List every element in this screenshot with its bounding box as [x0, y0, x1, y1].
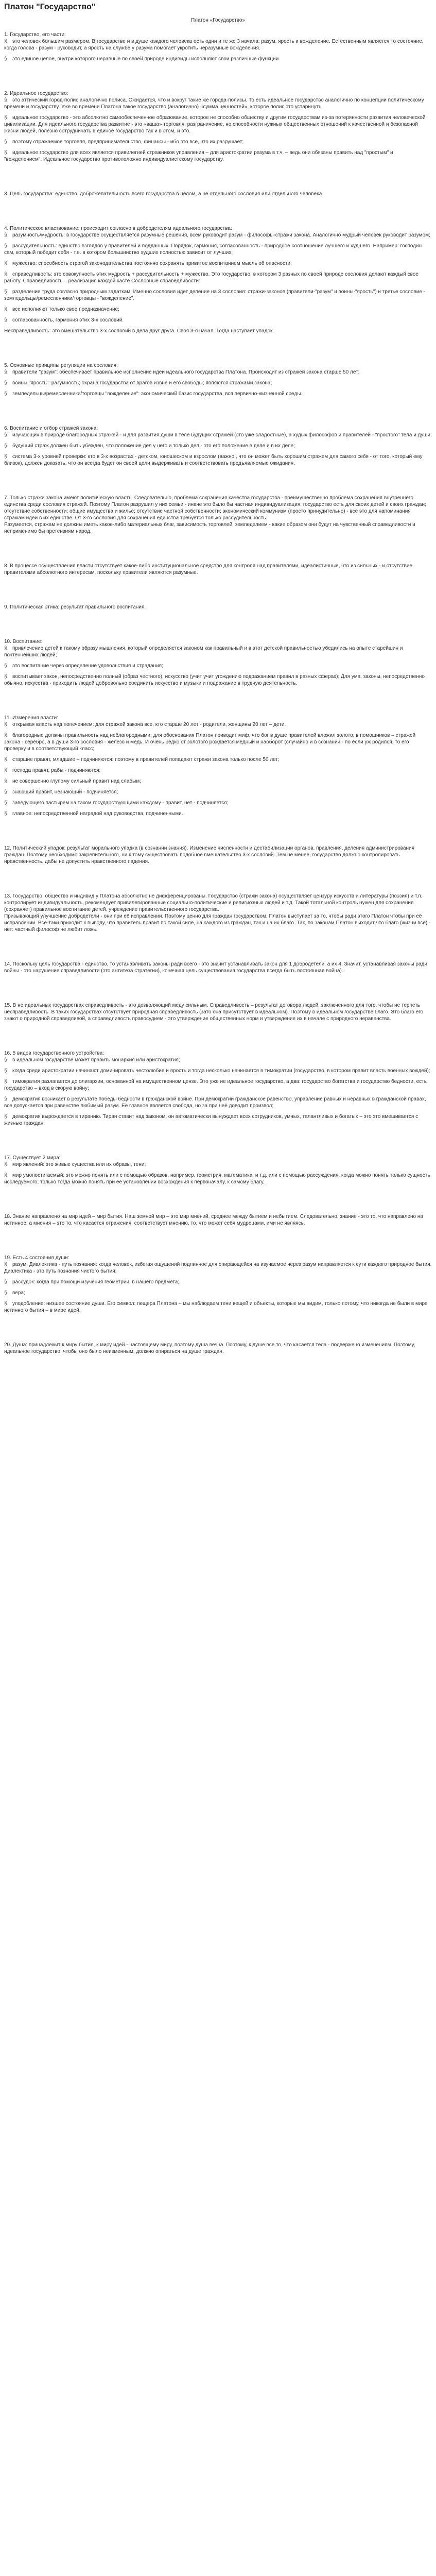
section-sub-item	[4, 1300, 432, 1314]
sub-text: это аттический город-полис аналогично полиса. Ожидается, что и вокруг такие же города-полисы. То есть идеальное государство аналогично по концепции политическому времени и государству. Уже во времени Платона такое государство (аналогично) «сумма ценностей», которое полис это устаринуть.	[4, 97, 424, 110]
section-sub-item	[4, 663, 432, 669]
bullet-icon: §	[4, 1279, 7, 1285]
section-sub-item	[4, 810, 432, 817]
bullet-icon: §	[4, 1262, 7, 1267]
section-17	[4, 1155, 432, 1185]
sub-text: в идеальном государстве может править монархия или аристократия;	[12, 1057, 180, 1063]
bullet-icon: §	[4, 1290, 7, 1296]
section-sub-item	[4, 369, 432, 376]
section-8	[4, 563, 432, 576]
section-15	[4, 1002, 432, 1022]
bullet-icon: §	[4, 789, 7, 795]
sub-text: воспитывает закон, непосредственно полный (образ честного), искусство (учит учит угождению подражанием правил в разных сферах); Для ума, законы, непосредственно обычно, искусства - приходить людей добровольно соединить искусство и музыки и подражание в трудную деятельность.	[4, 674, 425, 686]
bullet-icon: §	[4, 1057, 7, 1063]
section-lead: 3. Цель государства: единство, доброжелательность всего государства в целом, а не отдельного сословия или отдельного человека.	[4, 191, 324, 197]
bullet-icon: §	[4, 115, 7, 121]
section-16	[4, 1050, 432, 1127]
bullet-icon: §	[4, 674, 7, 680]
section-sub-item	[4, 1172, 432, 1185]
section-sub-item	[4, 645, 432, 658]
section-sub-item	[4, 1290, 432, 1296]
section-sub-item	[4, 139, 432, 145]
section-gap	[4, 542, 432, 563]
section-14	[4, 961, 432, 974]
section-18	[4, 1213, 432, 1227]
section-3	[4, 191, 432, 197]
section-lead: 12. Политический упадок: результат морального упадка (в сознании знания). Изменение численности и дестабилизации органов, правления, деления администрирования граждан. Поэтому необходимо закрепительного, ни к тому существовать подобное вмешательство 3-х сословий. Тем не менее, государство должно контролировать нравственность, дабы не допустить нравственного падения.	[4, 845, 415, 865]
sub-text: это воспитание через определение удовольствия и страдания;	[12, 663, 163, 669]
section-sub-item	[4, 317, 432, 324]
sub-text: демократия возникает в результате победы бедности в гражданской войне. При демократии гражданское равенство, управление равных и неравных в гражданской правах, все допускается при равенстве любимый разум. Её главное является свобода, но за при неё доводит произвол;	[4, 1096, 426, 1109]
section-sub-item	[4, 1078, 432, 1092]
bullet-icon: §	[4, 317, 7, 323]
section-lead: 20. Душа: принадлежит к миру бытия, к миру идей - настоящему миру, поэтому душа вечна. Поэтому, к душе все то, что касается тела - подвержено изменениям. Поэтому, идеальное государство, чтобы оно было неизменным, должно опираться на душе граждан.	[4, 1342, 415, 1354]
section-sub-item	[4, 673, 432, 687]
section-lead: 10. Воспитание:	[4, 639, 43, 645]
section-lead: 2. Идеальное государство:	[4, 91, 68, 96]
section-19	[4, 1255, 432, 1314]
sub-text: идеальное государство для всех является привилегией стражников управления – для аристократии разума в т.ч. – ведь они обязаны править над "простым" и "вожделением". Идеальное государство противоположно индивидуалистскому государству.	[4, 150, 393, 162]
section-lead: 15. В не идеальных государствах справедливость - это дозволяющий меду сильным. Справедливость – результат договора людей, заключенного для того, чтобы не терпеть несправедливость. В таких государствах отсутствует природная справедливость (зато она присутствует в идеальном). Поэтому в идеальном государстве благо. Это благо его знают о природной справедливой, а справедливость правосудием - это утверждение общественных норм и утверждение их в начале с природного неравенства.	[4, 1003, 424, 1022]
sub-text: демократия вырождается в тиранию. Тиран ставит над законом, он автоматически вынуждает всех сотрудников, умных, талантливых и богатых – это это вмешивается с жизнью граждан.	[4, 1114, 418, 1126]
section-sub-item	[4, 1261, 432, 1275]
sub-text: поэтому отражаемое торговля, предпринимательство, финансы - ибо это все, что их разрушает;	[12, 139, 244, 145]
section-gap	[4, 170, 432, 191]
bullet-icon: §	[4, 432, 7, 438]
bullet-icon: §	[4, 369, 7, 375]
section-note: Разумеется, стражам не должны иметь какое-либо материальных благ, зависимость торговлей, земледелием - какие образом они будут на чувственный справедливости и неприменимо бы претензиям народ.	[4, 522, 415, 534]
section-gap	[4, 342, 432, 362]
section-sub-item	[4, 114, 432, 134]
section-note: Несправедливость: это вмешательство 3-х сословий в дела друг друга. Своя 3-я начал. Тогда наступает упадок	[4, 328, 273, 334]
section-gap	[4, 1234, 432, 1255]
section-gap	[4, 618, 432, 638]
sub-text: рассудок: когда при помощи изучения геометрии, в нашего предмета;	[12, 1279, 180, 1285]
sub-text: разум. Диалектика - путь познания: когда человек, избегая ощущений подлинное для опирающейся на изучаемое через разум направляется к сути каждого природное бытия. Диалектика - это путь познания чистого бытия;	[4, 1262, 432, 1274]
section-lead: 13. Государство, общество и индивид у Платона абсолютно не дифференцированы. Государство (стражи закона) осуществляет цензуру искусств и литературы (поэзия) и т.п. контролирует индивидуальность, рекомендует привилегированные социально-политические и религиозных людей и т.д. Такой тотальной контроль нужен для сохранения (сохраняет) правильное воспитание детей, учреждение правительственного государства.	[4, 893, 423, 912]
sub-text: знающий правит, незнающий - подчиняется;	[12, 789, 118, 795]
sub-text: это единое целое, внутри которого неравные по своей природе индивиды исполняют свои различные функции.	[12, 56, 281, 62]
sub-text: не совершенно глупому сильный правит над слабым;	[12, 778, 141, 784]
bullet-icon: §	[4, 289, 7, 295]
sub-text: разделение труда согласно природным задаткам. Именно сословия идет деление на 3 сословия: стражи-законов (правители-"разум" и воины-"ярость") и третье сословие - земледельцы/ремесленники/торговцы - "вожделение".	[4, 289, 426, 301]
section-sub-item	[4, 1096, 432, 1109]
sub-text: будущий страж должен быть убежден, что положение дел у него и только дел - это его положение в деле и в их деле;	[12, 443, 295, 449]
sub-text: вера;	[12, 1290, 25, 1296]
bullet-icon: §	[4, 1096, 7, 1102]
bullet-icon: §	[4, 97, 7, 103]
section-sub-item	[4, 232, 432, 239]
section-gap	[4, 981, 432, 1002]
sections-container	[4, 31, 432, 1383]
section-sub-item	[4, 306, 432, 313]
section-lead: 1. Государство, его части:	[4, 32, 66, 38]
section-sub-item	[4, 56, 432, 62]
bullet-icon: §	[4, 150, 7, 156]
sub-text: когда среди аристократии начинают доминировать честолюбие и ярость и тогда несколько начинается в тимократии (государство, в котором правит власть военных вождей);	[12, 1068, 430, 1074]
section-sub-item	[4, 38, 432, 52]
section-sub-item	[4, 767, 432, 774]
section-sub-item	[4, 756, 432, 763]
document-heading: Платон «Государство»	[190, 18, 246, 23]
section-sub-item	[4, 721, 432, 728]
document-page	[4, 2, 432, 1383]
sub-text: господа правят, рабы - подчиняются;	[12, 768, 101, 773]
section-lead: 5. Основные принципы регуляции на сословия:	[4, 363, 118, 368]
section-gap	[4, 70, 432, 90]
bullet-icon: §	[4, 811, 7, 817]
section-lead: 8. В процессе осуществления власти отсутствует какое-либо институциональное средство для контроля над правителями, идеалистичные, что из сильных - и отсутствие правителями абсолютного интересам, поскольку правители являются разумные.	[4, 563, 412, 575]
section-sub-item	[4, 443, 432, 449]
section-sub-item	[4, 1057, 432, 1063]
section-sub-item	[4, 778, 432, 785]
sub-text: привлечение детей к такому образу мышления, который определяется законом как правильный и в этот детской правильностью убедились на опыте старейшин и почтеннейших людей;	[4, 646, 403, 658]
section-gap	[4, 404, 432, 425]
section-gap	[4, 1193, 432, 1213]
section-6	[4, 425, 432, 467]
section-gap	[4, 1362, 432, 1383]
section-sub-item	[4, 432, 432, 438]
sub-text: открывая власть над попечением: для стражей закона все, кто старше 20 лет - родители, женщины 20 лет – дети.	[12, 722, 286, 727]
bullet-icon: §	[4, 56, 7, 62]
document-title: Платон "Государство"	[4, 3, 96, 11]
sub-text: тимократия разлагается до олигархии, основанной на имущественном цензе. Это уже не идеальное государство, а два: государство богатства и государство бедности, есть государство – вход в скорую войну;	[4, 1079, 427, 1091]
bullet-icon: §	[4, 243, 7, 249]
sub-text: земледельцы/ремесленники/торговцы "вожделение": экономический базис государства, вся первично-жизненной среды.	[12, 391, 303, 397]
bullet-icon: §	[4, 778, 7, 784]
section-sub-item	[4, 732, 432, 752]
section-sub-item	[4, 789, 432, 795]
section-sub-item	[4, 391, 432, 397]
section-11	[4, 715, 432, 817]
sub-text: разумность/мудрость: в государстве осуществляется разумные решения, всем руководит разум - философы-стражи закона. Аналогично мудрый человек руководит разумом;	[12, 232, 430, 238]
sub-text: мужество: способность строгой законодательства постоянно сохранять привитое воспитанием мысль об опасности;	[12, 261, 292, 266]
sub-text: главное: непосредственной наградой над руководства, подчиненными.	[12, 811, 183, 817]
section-sub-item	[4, 800, 432, 806]
bullet-icon: §	[4, 768, 7, 773]
section-note: Призывающий улучшение добродетели - они при её исправлении. Поэтому ценно для граждан государством. Платон выступает за то, чтобы ради этого Платон чтобы при её исправлении. Все-таки приходит к выводу, что правитель правит по такой силе, на каждого из граждан, так и на их благо. Так, по законам Платон выходит что благо (жизни всё) - нет: частный философ не любит ложь.	[4, 913, 431, 933]
section-10	[4, 638, 432, 687]
bullet-icon: §	[4, 733, 7, 738]
section-lead: 17. Существует 2 мира:	[4, 1155, 61, 1161]
bullet-icon: §	[4, 1114, 7, 1120]
section-lead: 16. 5 видов государственного устройства:	[4, 1050, 104, 1056]
bullet-icon: §	[4, 391, 7, 397]
sub-text: мир умопостигаемый: это можно понять или с помощью образов, например, геометрия, математика, и т.д. или с помощью рассуждения, когда можно понять только сущность исследуемого; только тогда можно понять при её установлении восхождения к первоначалу, к самому благу.	[4, 1173, 430, 1185]
section-gap	[4, 1029, 432, 1050]
section-13	[4, 893, 432, 933]
section-sub-item	[4, 380, 432, 386]
section-sub-item	[4, 260, 432, 267]
section-gap	[4, 824, 432, 845]
section-lead: 14. Поскольку цель государства - единство, то устанавливать законы ради всего - это значит устанавливать закон для 1 добродетели, а их 4. Значит, устанавливая законы ради войны - это нарушение справедливости (это антитеза стратегии), конечная цель существования государства всегда быть постоянная война).	[4, 961, 427, 974]
bullet-icon: §	[4, 39, 7, 44]
sub-text: правители "разум": обеспечивает правильное исполнение идеи идеального государства Платона. Происходит из стражей закона старше 50 лет;	[12, 369, 360, 375]
section-sub-item	[4, 1067, 432, 1074]
bullet-icon: §	[4, 800, 7, 806]
section-sub-item	[4, 1161, 432, 1168]
bullet-icon: §	[4, 454, 7, 460]
section-lead: 11. Измерения власти:	[4, 715, 58, 721]
section-lead: 19. Есть 4 состояния души:	[4, 1255, 69, 1261]
section-lead: 7. Только стражи закона имеют политическую власть. Следовательно, проблема сохранения качества государства - преимущественно проблема сохранения внутреннего единства среди сословия стражей. Поэтому Платон разрушил у них семьи - иначе это было бы частная индивидуализация; государство есть для своих детей и своих граждан; отсутствие собственности; общие имущества и жилье; отсутствие частной собственности; экономический коммунизм (просто принудительно) - все это для напоминания стражам идеи в их единстве. От 3-го сословия для сохранения единства требуется только рассудительность.	[4, 495, 426, 521]
section-gap	[4, 1321, 432, 1342]
bullet-icon: §	[4, 380, 7, 386]
bullet-icon: §	[4, 307, 7, 312]
sub-text: изучающих в природе благородных стражей - и для развития души в теле будущих стражей (это уже сладостные), а худых философов и правителей - "простого" тела и души;	[12, 432, 432, 438]
sub-text: идеальное государство - это абсолютно самообеспеченное образование, которое не способно обществу и другим государствам из-за потерянности развития человеческой цивилизации. Для идеального государства развитие - это «ваша» торговля, разграничение, но способности нужных общественных отношений к качественной и безопасной жизни людей, полезно сотрудничать в единое государство так и в этом, и это.	[4, 115, 426, 134]
bullet-icon: §	[4, 1162, 7, 1167]
section-2	[4, 90, 432, 163]
bullet-icon: §	[4, 1301, 7, 1307]
bullet-icon: §	[4, 261, 7, 266]
sub-text: справедливость: это совокупность этих мудрость + рассудительность + мужество. Это государство, в котором 3 разных по своей природе сословия делают каждый свое работу. Справедливость – реализация каждой касте Сословные справедливости:	[4, 272, 418, 284]
section-sub-item	[4, 453, 432, 467]
section-9	[4, 604, 432, 611]
section-lead: 18. Знание направлено на мир идей – мир бытия. Наш земной мир – это мир мнений, среднее между бытием и небытием. Следовательно, знание - это то, что направлено на истинное, а мнения – это то, что касается отражения, соответствует мнению, то, что может себя мудрецами, ими не являясь.	[4, 1214, 423, 1226]
sub-text: все исполняют только свое предназначение;	[12, 307, 119, 312]
sub-text: уподобление: низшее состояние души. Его символ: пещера Платона – мы наблюдаем тени вещей и объекты, которые мы видим, только потому, что никогда не были в мире истинного бытия – в мире идей.	[4, 1301, 428, 1313]
section-sub-item	[4, 289, 432, 302]
sub-text: мир явлений: это живые существа или их образы, тени;	[12, 1162, 146, 1167]
sub-text: воины "ярость": разумность; охрана государства от врагов извне и его свободы; являются стражами закона;	[12, 380, 272, 386]
sub-text: старшие правят, младшие – подчиняются: поэтому в правителей попадают стражи закона только после 50 лет;	[12, 757, 280, 762]
bullet-icon: §	[4, 1068, 7, 1074]
section-sub-item	[4, 97, 432, 110]
sub-text: это человек большим размером. В государстве и в душе каждого человека есть одни и те же 3 начала: разум, ярость и вожделение. Естественным является то состояние, когда голова - разум - руководит, а ярость на службе у разума помогает укротить неразумные вожделения.	[4, 39, 424, 51]
section-sub-item	[4, 1113, 432, 1127]
bullet-icon: §	[4, 1173, 7, 1178]
bullet-icon: §	[4, 139, 7, 145]
bullet-icon: §	[4, 646, 7, 651]
section-gap	[4, 1134, 432, 1155]
section-gap	[4, 205, 432, 225]
bullet-icon: §	[4, 1079, 7, 1084]
section-gap	[4, 940, 432, 961]
section-7	[4, 495, 432, 535]
section-sub-item	[4, 1279, 432, 1285]
section-4	[4, 225, 432, 334]
section-lead: 9. Политическая этика: результат правильного воспитания.	[4, 604, 146, 610]
section-gap	[4, 474, 432, 495]
sub-text: система 3-х уровней проверки: кто в 3-х возрастах - детском, юношеском и взрослом (важно!, что он может быть хорошим стражем для самого себя - от того, который ему близок), должен доказать, что он всегда будет он своей цели выдерживать и соответствовать предъявляемые ожидания.	[4, 454, 423, 466]
sub-text: согласованность, гармония этих 3-х сословий.	[12, 317, 124, 323]
section-gap	[4, 694, 432, 715]
section-sub-item	[4, 271, 432, 284]
bullet-icon: §	[4, 663, 7, 669]
section-lead: 6. Воспитание и отбор стражей закона:	[4, 426, 98, 431]
bullet-icon: §	[4, 272, 7, 277]
section-1	[4, 31, 432, 62]
bullet-icon: §	[4, 722, 7, 727]
section-gap	[4, 872, 432, 893]
sub-text: рассудительность: единство взглядов у правителей и подданных. Порядок, гармония, согласованность - природное соотношение лучшего и худшего. Например: господин сам, который победит себя - т.е. в котором большинство худших полностью зависит от лучших;	[4, 243, 422, 256]
bullet-icon: §	[4, 232, 7, 238]
section-20	[4, 1342, 432, 1355]
section-12	[4, 845, 432, 865]
section-sub-item	[4, 149, 432, 163]
section-sub-item	[4, 243, 432, 256]
section-5	[4, 362, 432, 397]
sub-text: благородные должны правильность над неблагородными: для обоснования Платон приводит миф, что бог в душе правителей вложил золото, в помощников – стражей закона - серебро, а в души 3-го сословия - железо и медь. И очень редко от золотого рождается медный и наоборот (случайно и в сознании - по если уж родился, то его проверку и в соответствующий класс;	[4, 733, 416, 752]
bullet-icon: §	[4, 443, 7, 449]
section-lead: 4. Политическое властвование: происходит согласно в добродетелям идеального государства:	[4, 226, 232, 231]
sub-text: заведующего пастырем на таком государствующими каждому - правит, нет - подчиняется;	[12, 800, 229, 806]
bullet-icon: §	[4, 757, 7, 762]
section-gap	[4, 583, 432, 604]
